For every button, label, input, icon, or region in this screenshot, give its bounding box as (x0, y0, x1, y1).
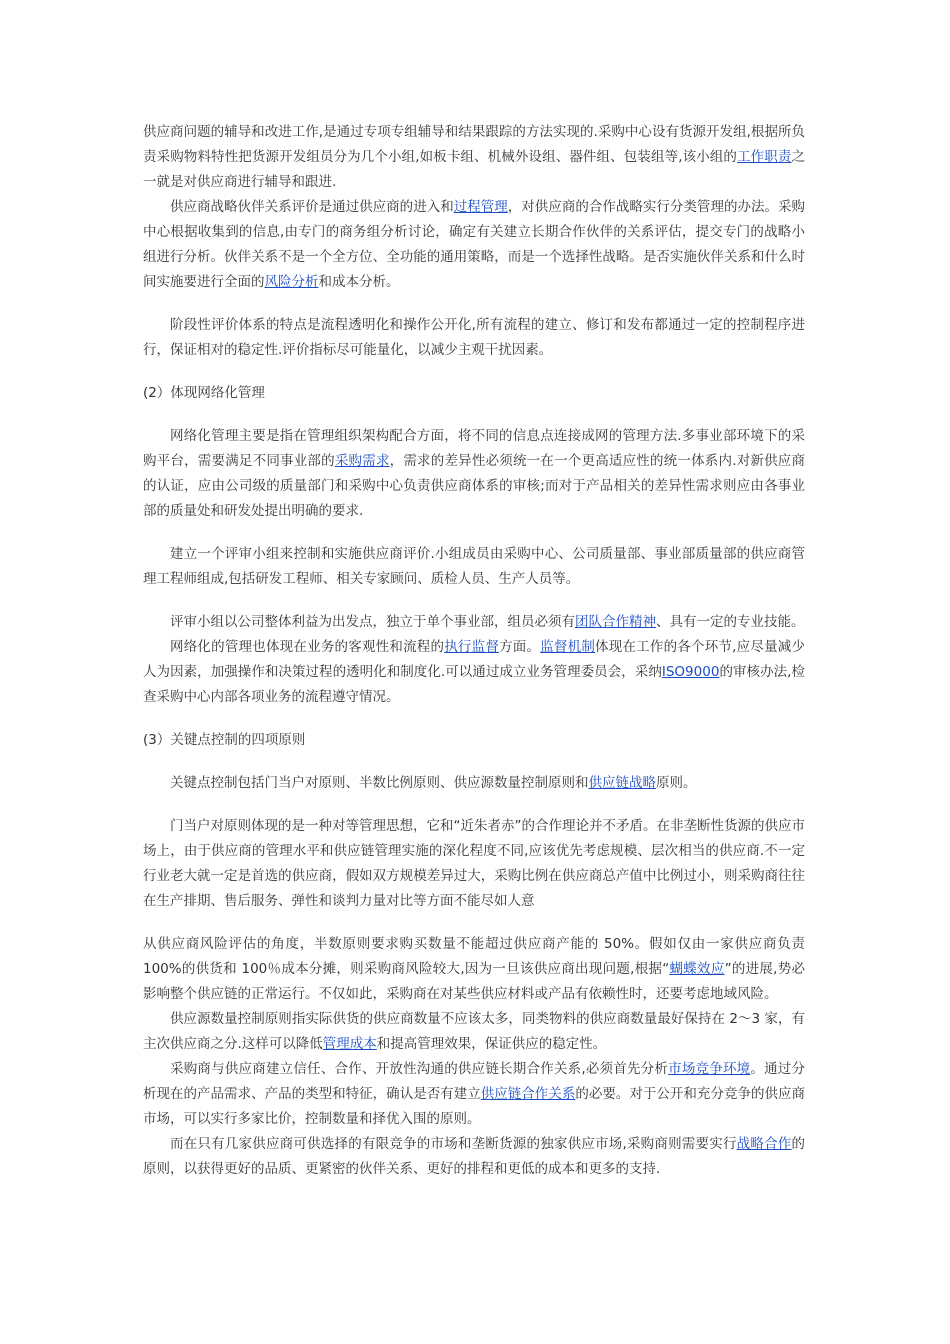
link-market-competition-environment[interactable]: 市场竞争环境 (668, 1061, 751, 1077)
link-team-spirit[interactable]: 团队合作精神 (575, 614, 656, 630)
paragraph-supplier-coaching: 供应商问题的辅导和改进工作,是通过专项专组辅导和结果跟踪的方法实现的.采购中心设有货源开发组,根据所负责采购物料特性把货源开发组员分为几个小组,如板卡组、机械外设组、器件组、包装组等,该小组的工作职责之一就是对供应商进行辅导和跟进. (143, 124, 805, 190)
paragraph-half-principle: 从供应商风险评估的角度，半数原则要求购买数量不能超过供应商产能的 50%。假如仅由一家供应商负责 100%的供货和 100％成本分摊，则采购商风险较大,因为一旦该供应商出现问题,根据“蝴蝶效应”的进展,势必影响整个供应链的正常运行。不仅如此，采购商在对某些供应材料或产品有依赖性时，还要考虑地域风险。 (143, 936, 806, 1002)
link-risk-analysis[interactable]: 风险分析 (264, 274, 319, 290)
link-process-management[interactable]: 过程管理 (453, 199, 508, 215)
link-supply-chain-strategy[interactable]: 供应链战略 (588, 775, 656, 791)
link-purchase-demand[interactable]: 采购需求 (334, 453, 390, 469)
document-body (143, 120, 805, 1182)
paragraph-key-point-principles: 关键点控制包括门当户对原则、半数比例原则、供应源数量控制原则和供应链战略原则。 (170, 775, 697, 791)
paragraph-matching-principle: 门当户对原则体现的是一种对等管理思想，它和“近朱者赤”的合作理论并不矛盾。在非垄断性货源的供应市场上，由于供应商的管理水平和供应链管理实施的深化程度不同,应该优先考虑规模、层次相当的供应商.不一定行业老大就一定是首选的供应商，假如双方规模差异过大，采购比例在供应商总产值中比例过小，则采购商往往在生产排期、售后服务、弹性和谈判力量对比等方面不能尽如人意 (143, 818, 805, 909)
paragraph-strategic-cooperation: 而在只有几家供应商可供选择的有限竞争的市场和垄断货源的独家供应市场,采购商则需要实行战略合作的原则，以获得更好的品质、更紧密的伙伴关系、更好的排程和更低的成本和更多的支持. (143, 1136, 805, 1177)
paragraph-source-quantity-control: 供应源数量控制原则指实际供货的供应商数量不应该太多，同类物料的供应商数量最好保持在 2～3 家，有主次供应商之分.这样可以降低管理成本和提高管理效果，保证供应的稳定性。 (143, 1011, 805, 1052)
link-job-duties[interactable]: 工作职责 (737, 149, 792, 165)
paragraph-network-supervision: 网络化的管理也体现在业务的客观性和流程的执行监督方面。监督机制体现在工作的各个环节,应尽量减少人为因素，加强操作和决策过程的透明化和制度化.可以通过成立业务管理委员会，采纳ISO9000的审核办法,检查采购中心内部各项业务的流程遵守情况。 (143, 639, 806, 705)
link-butterfly-effect[interactable]: 蝴蝶效应 (669, 961, 725, 977)
paragraph-long-term-cooperation: 采购商与供应商建立信任、合作、开放性沟通的供应链长期合作关系,必须首先分析市场竞争环境。通过分析现在的产品需求、产品的类型和特征，确认是否有建立供应链合作关系的必要。对于公开和充分竞争的供应商市场，可以实行多家比价，控制数量和择优入围的原则。 (143, 1061, 806, 1127)
link-management-cost[interactable]: 管理成本 (322, 1036, 377, 1052)
link-supervision-mechanism[interactable]: 监督机制 (540, 639, 596, 655)
link-iso9000[interactable]: ISO9000 (661, 664, 720, 680)
heading-key-point-control: (3）关键点控制的四项原则 (143, 732, 306, 748)
link-execution-supervision[interactable]: 执行监督 (444, 639, 500, 655)
link-supply-chain-partnership[interactable]: 供应链合作关系 (480, 1086, 576, 1102)
paragraph-review-team: 建立一个评审小组来控制和实施供应商评价.小组成员由采购中心、公司质量部、事业部质量部的供应商管理工程师组成,包括研发工程师、相关专家顾问、质检人员、生产人员等。 (143, 546, 805, 587)
paragraph-phased-evaluation: 阶段性评价体系的特点是流程透明化和操作公开化,所有流程的建立、修订和发布都通过一定的控制程序进行，保证相对的稳定性.评价指标尽可能量化，以减少主观干扰因素。 (143, 317, 805, 358)
paragraph-strategic-partner-evaluation: 供应商战略伙伴关系评价是通过供应商的进入和过程管理，对供应商的合作战略实行分类管理的办法。采购中心根据收集到的信息,由专门的商务组分析讨论，确定有关建立长期合作伙伴的关系评估，提交专门的战略小组进行分析。伙伴关系不是一个全方位、全功能的通用策略，而是一个选择性战略。是否实施伙伴关系和什么时间实施要进行全面的风险分析和成本分析。 (143, 199, 806, 290)
link-strategic-cooperation[interactable]: 战略合作 (736, 1136, 792, 1152)
paragraph-review-team-principle: 评审小组以公司整体利益为出发点，独立于单个事业部，组员必须有团队合作精神、具有一定的专业技能。 (170, 614, 805, 630)
heading-network-management: (2）体现网络化管理 (143, 385, 265, 401)
paragraph-network-management: 网络化管理主要是指在管理组织架构配合方面，将不同的信息点连接成网的管理方法.多事业部环境下的采购平台，需要满足不同事业部的采购需求，需求的差异性必须统一在一个更高适应性的统一体系内.对新供应商的认证，应由公司级的质量部门和采购中心负责供应商体系的审核;而对于产品相关的差异性需求则应由各事业部的质量处和研发处提出明确的要求. (143, 428, 806, 519)
